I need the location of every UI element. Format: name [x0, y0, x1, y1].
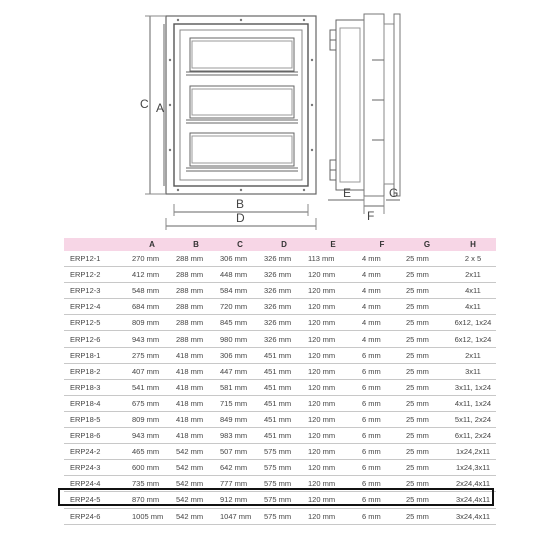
- table-cell: 735 mm: [130, 476, 174, 492]
- table-cell: 447 mm: [218, 363, 262, 379]
- table-cell: 120 mm: [306, 283, 360, 299]
- table-cell: 25 mm: [404, 363, 450, 379]
- table-cell: 25 mm: [404, 315, 450, 331]
- table-cell: 306 mm: [218, 347, 262, 363]
- model-cell: ERP12-1: [64, 251, 130, 267]
- dim-label-b: B: [236, 197, 245, 211]
- din-rail-row: [186, 38, 298, 75]
- table-cell: 6 mm: [360, 428, 404, 444]
- model-cell: ERP24-5: [64, 492, 130, 508]
- table-row: [64, 508, 496, 524]
- table-cell: 980 mm: [218, 331, 262, 347]
- table-cell: 451 mm: [262, 363, 306, 379]
- table-cell: 542 mm: [174, 492, 218, 508]
- table-cell: 25 mm: [404, 395, 450, 411]
- table-cell: 120 mm: [306, 395, 360, 411]
- table-cell: 120 mm: [306, 411, 360, 427]
- table-cell: 720 mm: [218, 299, 262, 315]
- table-cell: 326 mm: [262, 315, 306, 331]
- table-cell: 6 mm: [360, 492, 404, 508]
- table-cell: 25 mm: [404, 347, 450, 363]
- column-header-b: B: [174, 238, 218, 251]
- table-cell: 6 mm: [360, 363, 404, 379]
- table-cell: 943 mm: [130, 428, 174, 444]
- table-row: [64, 251, 496, 267]
- table-cell: 326 mm: [262, 283, 306, 299]
- table-row: [64, 347, 496, 363]
- table-cell: 25 mm: [404, 379, 450, 395]
- table-cell: 288 mm: [174, 267, 218, 283]
- table-cell: 418 mm: [174, 379, 218, 395]
- table-cell: 6 mm: [360, 508, 404, 524]
- table-cell: 418 mm: [174, 411, 218, 427]
- table-cell: 4 mm: [360, 283, 404, 299]
- table-cell: 275 mm: [130, 347, 174, 363]
- table-cell: 2x11: [450, 347, 496, 363]
- table-cell: 4 mm: [360, 299, 404, 315]
- table-cell: 4 mm: [360, 267, 404, 283]
- table-cell: 1005 mm: [130, 508, 174, 524]
- column-header-e: E: [306, 238, 360, 251]
- table-cell: 4x11: [450, 283, 496, 299]
- table-row: [64, 299, 496, 315]
- table-cell: 451 mm: [262, 428, 306, 444]
- table-cell: 25 mm: [404, 267, 450, 283]
- column-header-c: C: [218, 238, 262, 251]
- table-cell: 326 mm: [262, 251, 306, 267]
- table-row: [64, 267, 496, 283]
- table-cell: 5x11, 2x24: [450, 411, 496, 427]
- table-cell: 407 mm: [130, 363, 174, 379]
- table-cell: 451 mm: [262, 395, 306, 411]
- column-header-a: A: [130, 238, 174, 251]
- table-cell: 120 mm: [306, 476, 360, 492]
- table-cell: 4 mm: [360, 315, 404, 331]
- model-cell: ERP12-5: [64, 315, 130, 331]
- table-cell: 465 mm: [130, 444, 174, 460]
- table-cell: 25 mm: [404, 299, 450, 315]
- table-cell: 451 mm: [262, 379, 306, 395]
- table-cell: 2x24,4x11: [450, 476, 496, 492]
- table-row: [64, 411, 496, 427]
- column-header-h: H: [450, 238, 496, 251]
- model-cell: ERP24-6: [64, 508, 130, 524]
- column-header-model: [64, 238, 130, 251]
- dim-label-c: C: [140, 97, 149, 111]
- box-outline: [174, 24, 308, 186]
- table-cell: 25 mm: [404, 508, 450, 524]
- table-cell: 575 mm: [262, 460, 306, 476]
- table-cell: 451 mm: [262, 347, 306, 363]
- table-cell: 326 mm: [262, 299, 306, 315]
- table-cell: 1x24,2x11: [450, 444, 496, 460]
- table-cell: 542 mm: [174, 476, 218, 492]
- table-row: [64, 331, 496, 347]
- table-row: [64, 315, 496, 331]
- table-cell: 1047 mm: [218, 508, 262, 524]
- table-cell: 575 mm: [262, 492, 306, 508]
- dim-label-g: G: [389, 186, 399, 200]
- table-cell: 25 mm: [404, 460, 450, 476]
- table-cell: 675 mm: [130, 395, 174, 411]
- column-header-d: D: [262, 238, 306, 251]
- table-cell: 120 mm: [306, 428, 360, 444]
- table-cell: 849 mm: [218, 411, 262, 427]
- table-row: [64, 363, 496, 379]
- table-cell: 6 mm: [360, 379, 404, 395]
- table-cell: 306 mm: [218, 251, 262, 267]
- table-cell: 288 mm: [174, 331, 218, 347]
- table-cell: 25 mm: [404, 428, 450, 444]
- table-cell: 4 mm: [360, 331, 404, 347]
- table-cell: 288 mm: [174, 251, 218, 267]
- table-cell: 4 mm: [360, 251, 404, 267]
- model-cell: ERP18-1: [64, 347, 130, 363]
- table-cell: 3x11, 1x24: [450, 379, 496, 395]
- table-cell: 451 mm: [262, 411, 306, 427]
- table-cell: 6x11, 2x24: [450, 428, 496, 444]
- table-cell: 418 mm: [174, 428, 218, 444]
- table-cell: 575 mm: [262, 476, 306, 492]
- table-cell: 418 mm: [174, 363, 218, 379]
- model-cell: ERP24-4: [64, 476, 130, 492]
- table-cell: 3x24,4x11: [450, 492, 496, 508]
- table-cell: 809 mm: [130, 315, 174, 331]
- table-cell: 575 mm: [262, 444, 306, 460]
- model-cell: ERP12-3: [64, 283, 130, 299]
- column-header-f: F: [360, 238, 404, 251]
- table-cell: 870 mm: [130, 492, 174, 508]
- table-cell: 270 mm: [130, 251, 174, 267]
- din-rail-row: [186, 133, 298, 171]
- table-cell: 684 mm: [130, 299, 174, 315]
- table-cell: 25 mm: [404, 444, 450, 460]
- table-cell: 6 mm: [360, 444, 404, 460]
- table-row: [64, 476, 496, 492]
- table-cell: 983 mm: [218, 428, 262, 444]
- column-header-g: G: [404, 238, 450, 251]
- table-cell: 418 mm: [174, 347, 218, 363]
- table-cell: 25 mm: [404, 492, 450, 508]
- table-cell: 2x11: [450, 267, 496, 283]
- table-cell: 542 mm: [174, 508, 218, 524]
- table-cell: 326 mm: [262, 267, 306, 283]
- table-cell: 541 mm: [130, 379, 174, 395]
- table-cell: 120 mm: [306, 315, 360, 331]
- table-cell: 120 mm: [306, 444, 360, 460]
- table-cell: 120 mm: [306, 299, 360, 315]
- model-cell: ERP18-4: [64, 395, 130, 411]
- table-cell: 715 mm: [218, 395, 262, 411]
- table-cell: 25 mm: [404, 251, 450, 267]
- table-cell: 4x11, 1x24: [450, 395, 496, 411]
- table-cell: 777 mm: [218, 476, 262, 492]
- table-cell: 542 mm: [174, 460, 218, 476]
- table-cell: 412 mm: [130, 267, 174, 283]
- model-cell: ERP18-3: [64, 379, 130, 395]
- table-cell: 120 mm: [306, 347, 360, 363]
- model-cell: ERP24-2: [64, 444, 130, 460]
- table-cell: 4x11: [450, 299, 496, 315]
- table-cell: 845 mm: [218, 315, 262, 331]
- table-cell: 542 mm: [174, 444, 218, 460]
- table-cell: 642 mm: [218, 460, 262, 476]
- table-row: [64, 379, 496, 395]
- model-cell: ERP12-4: [64, 299, 130, 315]
- table-cell: 25 mm: [404, 411, 450, 427]
- table-cell: 600 mm: [130, 460, 174, 476]
- table-row: [64, 395, 496, 411]
- table-row: [64, 492, 496, 508]
- table-cell: 120 mm: [306, 492, 360, 508]
- table-cell: 288 mm: [174, 299, 218, 315]
- table-cell: 6 mm: [360, 411, 404, 427]
- table-cell: 575 mm: [262, 508, 306, 524]
- table-cell: 1x24,3x11: [450, 460, 496, 476]
- table-cell: 120 mm: [306, 508, 360, 524]
- side-profile: [330, 14, 400, 196]
- dim-label-a: A: [156, 101, 165, 115]
- model-cell: ERP18-5: [64, 411, 130, 427]
- table-cell: 288 mm: [174, 283, 218, 299]
- table-cell: 326 mm: [262, 331, 306, 347]
- table-cell: 548 mm: [130, 283, 174, 299]
- model-cell: ERP18-6: [64, 428, 130, 444]
- table-cell: 120 mm: [306, 379, 360, 395]
- din-rail-row: [186, 86, 298, 123]
- table-header-row: [64, 238, 496, 251]
- table-cell: 6x12, 1x24: [450, 331, 496, 347]
- table-cell: 6 mm: [360, 347, 404, 363]
- table-cell: 507 mm: [218, 444, 262, 460]
- table-cell: 120 mm: [306, 331, 360, 347]
- table-row: [64, 444, 496, 460]
- table-cell: 3x11: [450, 363, 496, 379]
- table-cell: 25 mm: [404, 476, 450, 492]
- table-cell: 120 mm: [306, 460, 360, 476]
- table-cell: 113 mm: [306, 251, 360, 267]
- table-cell: 6x12, 1x24: [450, 315, 496, 331]
- table-row: [64, 428, 496, 444]
- table-cell: 912 mm: [218, 492, 262, 508]
- specifications-table: [64, 238, 496, 525]
- table-cell: 6 mm: [360, 395, 404, 411]
- model-cell: ERP24-3: [64, 460, 130, 476]
- technical-drawing: [0, 0, 536, 232]
- table-cell: 584 mm: [218, 283, 262, 299]
- model-cell: ERP12-6: [64, 331, 130, 347]
- model-cell: ERP18-2: [64, 363, 130, 379]
- dim-label-d: D: [236, 211, 245, 225]
- table-row: [64, 283, 496, 299]
- table-cell: 288 mm: [174, 315, 218, 331]
- table-cell: 809 mm: [130, 411, 174, 427]
- table-cell: 418 mm: [174, 395, 218, 411]
- table-cell: 3x24,4x11: [450, 508, 496, 524]
- table-cell: 6 mm: [360, 476, 404, 492]
- table-row: [64, 460, 496, 476]
- table-cell: 581 mm: [218, 379, 262, 395]
- table-cell: 2 x 5: [450, 251, 496, 267]
- table-cell: 25 mm: [404, 331, 450, 347]
- dim-label-f: F: [367, 209, 375, 223]
- table-cell: 943 mm: [130, 331, 174, 347]
- table-cell: 120 mm: [306, 267, 360, 283]
- model-cell: ERP12-2: [64, 267, 130, 283]
- dim-label-e: E: [343, 186, 352, 200]
- table-cell: 448 mm: [218, 267, 262, 283]
- table-cell: 6 mm: [360, 460, 404, 476]
- table-cell: 25 mm: [404, 283, 450, 299]
- table-cell: 120 mm: [306, 363, 360, 379]
